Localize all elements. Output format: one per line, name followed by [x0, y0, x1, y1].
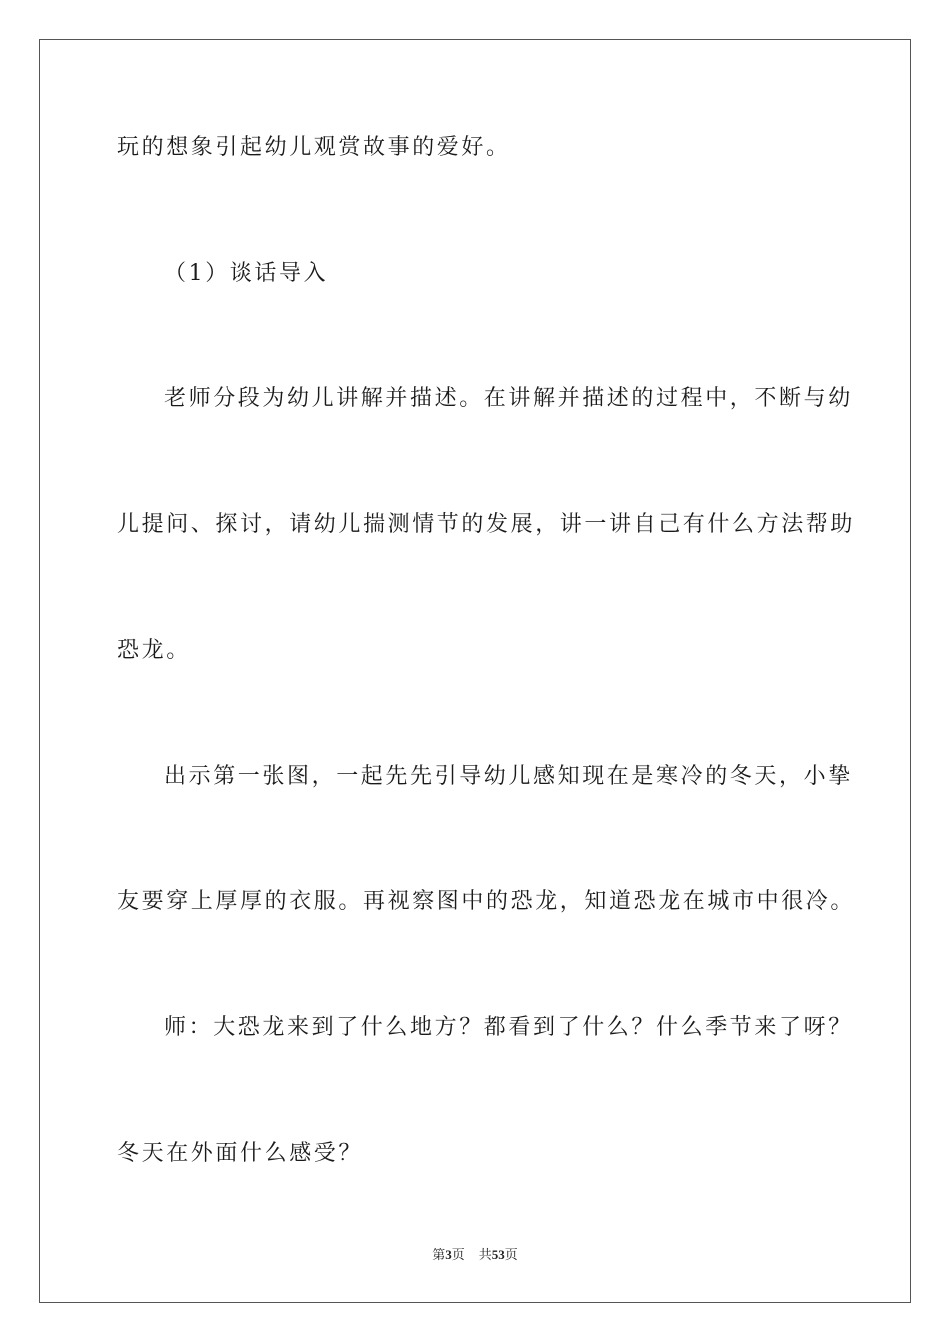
paragraph-line-5: 恐龙。: [117, 638, 191, 663]
footer-page-prefix: 第: [432, 1247, 446, 1262]
paragraph-line-3: 老师分段为幼儿讲解并描述。在讲解并描述的过程中，不断与幼: [164, 386, 853, 411]
footer-total-pages: 53: [491, 1247, 505, 1262]
paragraph-line-1: 玩的想象引起幼儿观赏故事的爱好。: [117, 135, 511, 160]
footer-total-prefix: 共: [478, 1247, 492, 1262]
paragraph-line-6: 出示第一张图，一起先先引导幼儿感知现在是寒冷的冬天，小挚: [164, 764, 853, 789]
footer-total-suffix: 页: [504, 1247, 518, 1262]
section-heading-talk-intro: （1）谈话导入: [164, 261, 329, 286]
paragraph-line-4: 儿提问、探讨，请幼儿揣测情节的发展，讲一讲自己有什么方法帮助: [117, 512, 856, 537]
paragraph-line-7: 友要穿上厚厚的衣服。再视察图中的恐龙，知道恐龙在城市中很冷。: [117, 889, 856, 914]
page-footer: [0, 1246, 950, 1264]
paragraph-line-8: 师：大恐龙来到了什么地方？都看到了什么？什么季节来了呀？: [164, 1015, 853, 1040]
paragraph-line-9: 冬天在外面什么感受？: [117, 1141, 364, 1166]
page-border: [39, 39, 911, 1303]
footer-page-number: 3: [445, 1247, 452, 1262]
footer-page-suffix: 页: [451, 1247, 465, 1262]
